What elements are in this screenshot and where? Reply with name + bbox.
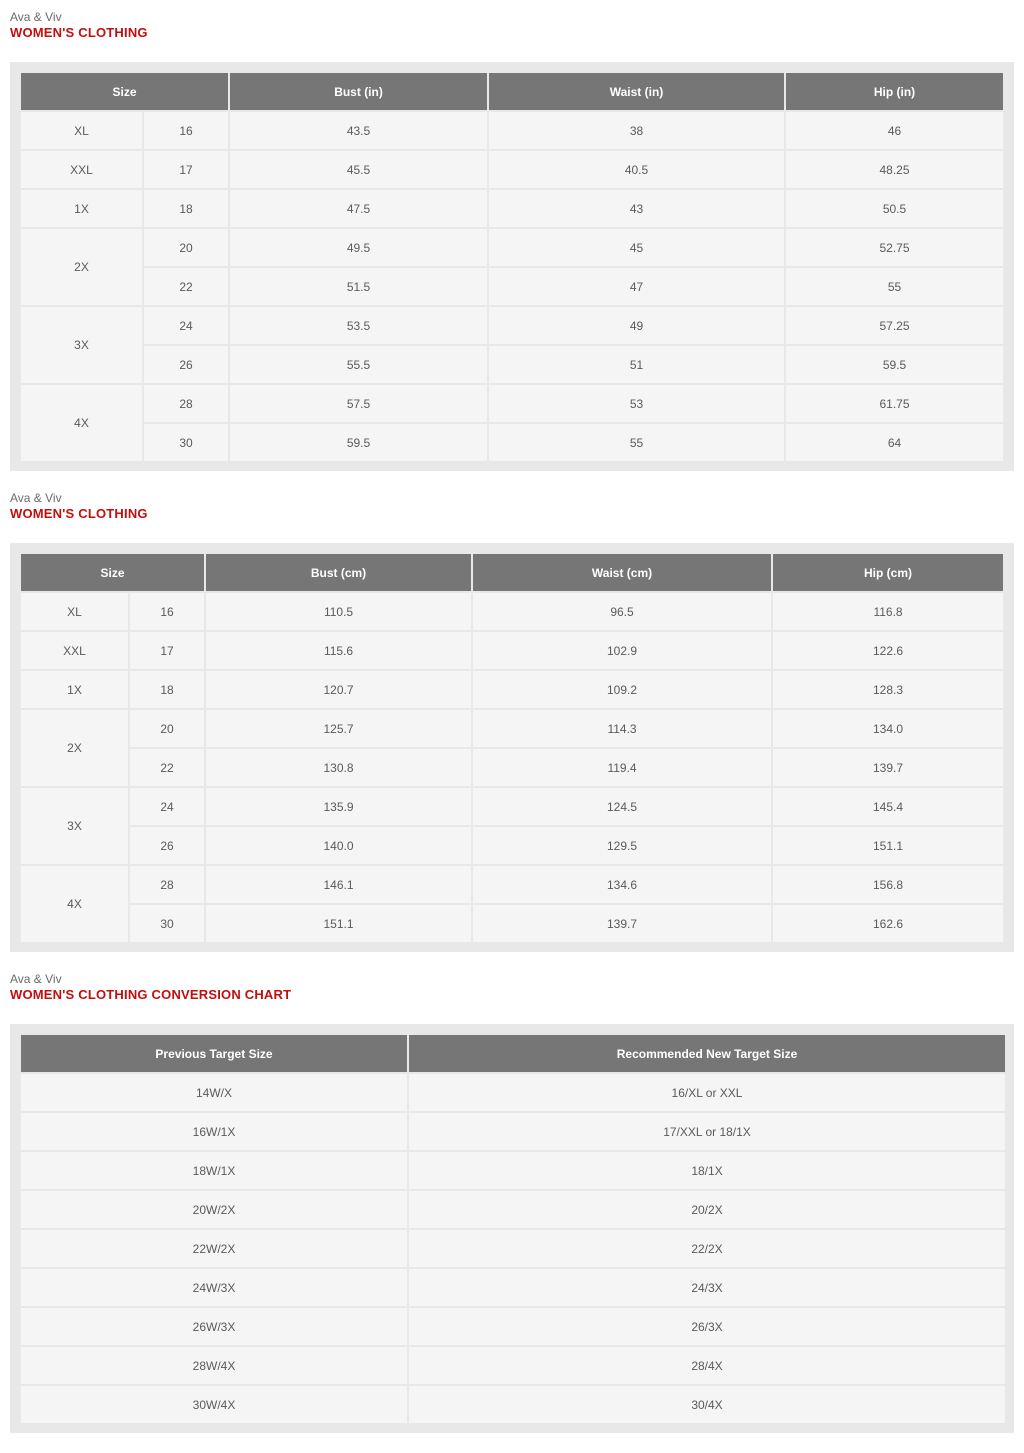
recommended-size: 22/2X — [409, 1230, 1005, 1267]
section-inches-header — [10, 10, 1014, 41]
waist-value: 124.5 — [473, 788, 771, 825]
size-label: XXL — [21, 632, 128, 669]
previous-size: 14W/X — [21, 1074, 407, 1111]
bust-value: 53.5 — [230, 307, 487, 344]
table-row — [21, 905, 1003, 942]
recommended-size: 26/3X — [409, 1308, 1005, 1345]
waist-value: 96.5 — [473, 593, 771, 630]
waist-value: 129.5 — [473, 827, 771, 864]
size-number: 22 — [130, 749, 204, 786]
previous-size: 22W/2X — [21, 1230, 407, 1267]
bust-value: 51.5 — [230, 268, 487, 305]
size-label: 4X — [21, 866, 128, 942]
previous-size: 16W/1X — [21, 1113, 407, 1150]
waist-value: 51 — [489, 346, 784, 383]
table-header-row — [21, 73, 1003, 110]
size-number: 30 — [144, 424, 228, 461]
table-row — [21, 788, 1003, 825]
table-row — [21, 346, 1003, 383]
table-row — [21, 190, 1003, 227]
table-row — [21, 1308, 1005, 1345]
section-title: WOMEN'S CLOTHING CONVERSION CHART — [10, 987, 292, 1002]
bust-value: 115.6 — [206, 632, 471, 669]
size-number: 17 — [144, 151, 228, 188]
brand-name: Ava & Viv — [10, 10, 62, 24]
table-row — [21, 151, 1003, 188]
previous-size: 26W/3X — [21, 1308, 407, 1345]
size-number: 16 — [130, 593, 204, 630]
hip-value: 52.75 — [786, 229, 1003, 266]
bust-value: 59.5 — [230, 424, 487, 461]
waist-value: 40.5 — [489, 151, 784, 188]
header-bust: Bust (cm) — [206, 554, 471, 591]
bust-value: 49.5 — [230, 229, 487, 266]
header-hip: Hip (cm) — [773, 554, 1003, 591]
size-number: 26 — [144, 346, 228, 383]
size-chart-cm — [10, 543, 1014, 952]
waist-value: 102.9 — [473, 632, 771, 669]
header-size: Size — [21, 73, 228, 110]
hip-value: 128.3 — [773, 671, 1003, 708]
bust-value: 120.7 — [206, 671, 471, 708]
previous-size: 20W/2X — [21, 1191, 407, 1228]
size-number: 18 — [144, 190, 228, 227]
waist-value: 45 — [489, 229, 784, 266]
table-row — [21, 866, 1003, 903]
table-header-row — [21, 1035, 1005, 1072]
hip-value: 116.8 — [773, 593, 1003, 630]
size-label: 4X — [21, 385, 142, 461]
size-label: 1X — [21, 190, 142, 227]
waist-value: 109.2 — [473, 671, 771, 708]
bust-value: 135.9 — [206, 788, 471, 825]
hip-value: 162.6 — [773, 905, 1003, 942]
table-row — [21, 307, 1003, 344]
bust-value: 125.7 — [206, 710, 471, 747]
bust-value: 57.5 — [230, 385, 487, 422]
table-row — [21, 1152, 1005, 1189]
size-number: 18 — [130, 671, 204, 708]
previous-size: 24W/3X — [21, 1269, 407, 1306]
table-row — [21, 1347, 1005, 1384]
hip-value: 50.5 — [786, 190, 1003, 227]
size-number: 20 — [144, 229, 228, 266]
size-label: 3X — [21, 307, 142, 383]
size-label: 1X — [21, 671, 128, 708]
previous-size: 28W/4X — [21, 1347, 407, 1384]
size-number: 26 — [130, 827, 204, 864]
bust-value: 55.5 — [230, 346, 487, 383]
header-recommended-size: Recommended New Target Size — [409, 1035, 1005, 1072]
hip-value: 55 — [786, 268, 1003, 305]
table-row — [21, 593, 1003, 630]
size-number: 22 — [144, 268, 228, 305]
table-row — [21, 1074, 1005, 1111]
table-row — [21, 827, 1003, 864]
table-row — [21, 671, 1003, 708]
waist-value: 53 — [489, 385, 784, 422]
recommended-size: 30/4X — [409, 1386, 1005, 1423]
bust-value: 146.1 — [206, 866, 471, 903]
size-number: 24 — [130, 788, 204, 825]
section-conversion-header — [10, 972, 1014, 1003]
bust-value: 47.5 — [230, 190, 487, 227]
header-waist: Waist (cm) — [473, 554, 771, 591]
recommended-size: 20/2X — [409, 1191, 1005, 1228]
table-row — [21, 1113, 1005, 1150]
table-row — [21, 749, 1003, 786]
table-row — [21, 632, 1003, 669]
size-table-inches — [19, 71, 1005, 463]
waist-value: 134.6 — [473, 866, 771, 903]
recommended-size: 16/XL or XXL — [409, 1074, 1005, 1111]
table-row — [21, 1230, 1005, 1267]
size-number: 16 — [144, 112, 228, 149]
brand-name: Ava & Viv — [10, 491, 62, 505]
header-size: Size — [21, 554, 204, 591]
hip-value: 122.6 — [773, 632, 1003, 669]
section-title: WOMEN'S CLOTHING — [10, 506, 148, 521]
size-number: 17 — [130, 632, 204, 669]
waist-value: 43 — [489, 190, 784, 227]
previous-size: 18W/1X — [21, 1152, 407, 1189]
size-chart-inches — [10, 62, 1014, 471]
hip-value: 156.8 — [773, 866, 1003, 903]
table-row — [21, 1386, 1005, 1423]
waist-value: 139.7 — [473, 905, 771, 942]
hip-value: 151.1 — [773, 827, 1003, 864]
table-row — [21, 385, 1003, 422]
hip-value: 48.25 — [786, 151, 1003, 188]
conversion-chart — [10, 1024, 1014, 1433]
size-label: 3X — [21, 788, 128, 864]
size-number: 30 — [130, 905, 204, 942]
table-header-row — [21, 554, 1003, 591]
recommended-size: 24/3X — [409, 1269, 1005, 1306]
waist-value: 47 — [489, 268, 784, 305]
table-row — [21, 1191, 1005, 1228]
waist-value: 119.4 — [473, 749, 771, 786]
header-previous-size: Previous Target Size — [21, 1035, 407, 1072]
bust-value: 45.5 — [230, 151, 487, 188]
section-title: WOMEN'S CLOTHING — [10, 25, 148, 40]
header-bust: Bust (in) — [230, 73, 487, 110]
size-label: XXL — [21, 151, 142, 188]
recommended-size: 17/XXL or 18/1X — [409, 1113, 1005, 1150]
waist-value: 38 — [489, 112, 784, 149]
table-row — [21, 710, 1003, 747]
size-label: 2X — [21, 710, 128, 786]
waist-value: 114.3 — [473, 710, 771, 747]
hip-value: 145.4 — [773, 788, 1003, 825]
hip-value: 64 — [786, 424, 1003, 461]
header-hip: Hip (in) — [786, 73, 1003, 110]
bust-value: 140.0 — [206, 827, 471, 864]
hip-value: 59.5 — [786, 346, 1003, 383]
bust-value: 43.5 — [230, 112, 487, 149]
table-row — [21, 229, 1003, 266]
recommended-size: 18/1X — [409, 1152, 1005, 1189]
table-row — [21, 424, 1003, 461]
brand-name: Ava & Viv — [10, 972, 62, 986]
bust-value: 130.8 — [206, 749, 471, 786]
bust-value: 151.1 — [206, 905, 471, 942]
previous-size: 30W/4X — [21, 1386, 407, 1423]
bust-value: 110.5 — [206, 593, 471, 630]
table-row — [21, 112, 1003, 149]
size-label: 2X — [21, 229, 142, 305]
hip-value: 57.25 — [786, 307, 1003, 344]
waist-value: 55 — [489, 424, 784, 461]
waist-value: 49 — [489, 307, 784, 344]
section-cm-header — [10, 491, 1014, 522]
hip-value: 46 — [786, 112, 1003, 149]
recommended-size: 28/4X — [409, 1347, 1005, 1384]
size-label: XL — [21, 593, 128, 630]
conversion-table — [19, 1033, 1007, 1425]
hip-value: 139.7 — [773, 749, 1003, 786]
header-waist: Waist (in) — [489, 73, 784, 110]
size-number: 20 — [130, 710, 204, 747]
size-number: 28 — [130, 866, 204, 903]
size-label: XL — [21, 112, 142, 149]
size-table-cm — [19, 552, 1005, 944]
size-number: 24 — [144, 307, 228, 344]
hip-value: 134.0 — [773, 710, 1003, 747]
size-number: 28 — [144, 385, 228, 422]
table-row — [21, 1269, 1005, 1306]
table-row — [21, 268, 1003, 305]
hip-value: 61.75 — [786, 385, 1003, 422]
